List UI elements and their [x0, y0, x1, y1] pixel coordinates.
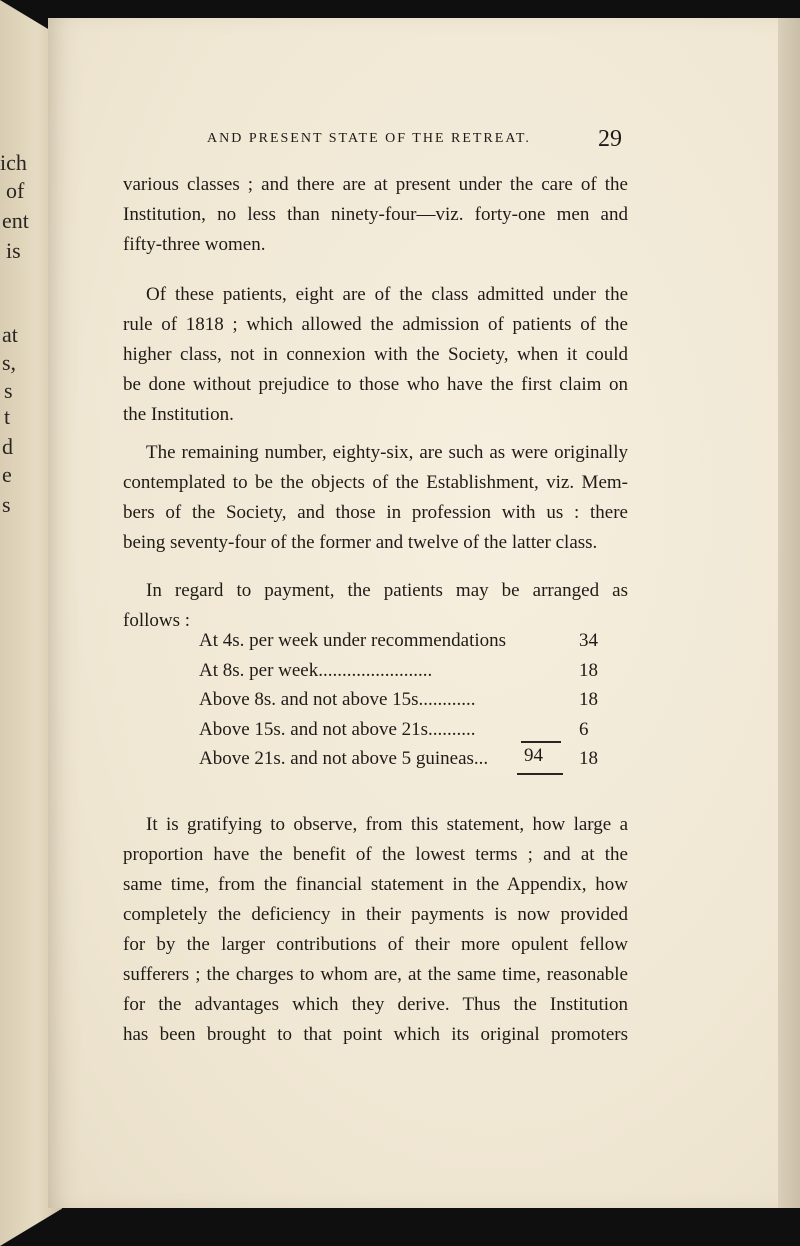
paragraph-remaining-number — [123, 438, 628, 558]
running-head: AND PRESENT STATE OF THE RETREAT. — [207, 131, 531, 146]
payment-description: Above 21s. and not above 5 guineas... — [199, 748, 489, 769]
text-line: fifty-three women. — [123, 234, 266, 255]
text-line: same time, from the financial statement in the Appendix, how — [123, 874, 628, 895]
text-line: follows : — [123, 610, 191, 631]
prev-fragment: ent — [2, 208, 29, 233]
text-line: for by the larger contributions of their more opulent fellow — [123, 934, 628, 955]
prev-fragment: t — [4, 404, 11, 429]
text-line: It is gratifying to observe, from this statement, how large a — [146, 814, 628, 835]
patient-count: 18 — [579, 659, 598, 681]
page-number: 29 — [598, 126, 622, 152]
prev-fragment: at — [2, 322, 18, 347]
text-line: Institution, no less than ninety-four—viz. forty-one men and — [123, 204, 628, 225]
table-row — [199, 630, 619, 660]
table-row — [199, 719, 619, 749]
prev-fragment: s — [4, 378, 13, 403]
text-line: being seventy-four of the former and twelve of the latter class. — [123, 532, 598, 553]
patient-total: 94 — [524, 745, 543, 766]
text-line: be done without prejudice to those who have the first claim on — [123, 374, 628, 395]
prev-fragment: e — [2, 462, 12, 487]
payment-description: At 8s. per week........................ — [199, 659, 433, 681]
paragraph-payment-intro — [123, 576, 628, 636]
text-line: proportion have the benefit of the lowest terms ; and at the — [123, 844, 628, 865]
text-line: for the advantages which they derive. Thus the Institution — [123, 994, 628, 1015]
text-line: bers of the Society, and those in profession with us : there — [123, 502, 628, 523]
paragraph-class-1818 — [123, 280, 628, 430]
text-line: the Institution. — [123, 404, 234, 425]
table-row — [199, 660, 619, 690]
table-row — [199, 689, 619, 719]
paragraph-gratifying — [123, 810, 628, 1050]
paragraph-current-patients — [123, 170, 628, 260]
text-line: completely the deficiency in their payments is now provided — [123, 904, 628, 925]
text-line: has been brought to that point which its original promoters — [123, 1024, 628, 1045]
page-edge — [778, 18, 800, 1208]
text-line: In regard to payment, the patients may be arranged as — [146, 580, 628, 601]
text-line: The remaining number, eighty-six, are such as were originally — [146, 442, 628, 463]
prev-fragment: is — [6, 238, 21, 263]
text-line: contemplated to be the objects of the Establishment, viz. Mem- — [123, 472, 628, 493]
prev-fragment: s, — [2, 350, 17, 375]
prev-fragment: s — [2, 492, 11, 517]
sum-rule-top — [521, 741, 561, 743]
text-line: higher class, not in connexion with the Society, when it could — [123, 344, 628, 365]
prev-fragment: d — [2, 434, 13, 459]
text-line: sufferers ; the charges to whom are, at the same time, reasonable — [123, 964, 628, 985]
payment-description: Above 8s. and not above 15s............ — [199, 689, 476, 710]
patient-count: 18 — [579, 689, 598, 710]
payment-description: Above 15s. and not above 21s.......... — [199, 718, 476, 740]
text-line: rule of 1818 ; which allowed the admission of patients of the — [123, 314, 628, 335]
sum-rule-bottom — [517, 773, 563, 775]
text-line: Of these patients, eight are of the class admitted under the — [146, 284, 628, 305]
patient-count: 18 — [579, 748, 598, 769]
payment-description: At 4s. per week under recommendations — [199, 630, 507, 651]
prev-fragment: of — [6, 178, 25, 203]
patient-count: 6 — [579, 718, 589, 740]
prev-fragment: ich — [0, 150, 27, 175]
patient-count: 34 — [579, 630, 598, 651]
text-line: various classes ; and there are at present under the care of the — [123, 174, 628, 195]
